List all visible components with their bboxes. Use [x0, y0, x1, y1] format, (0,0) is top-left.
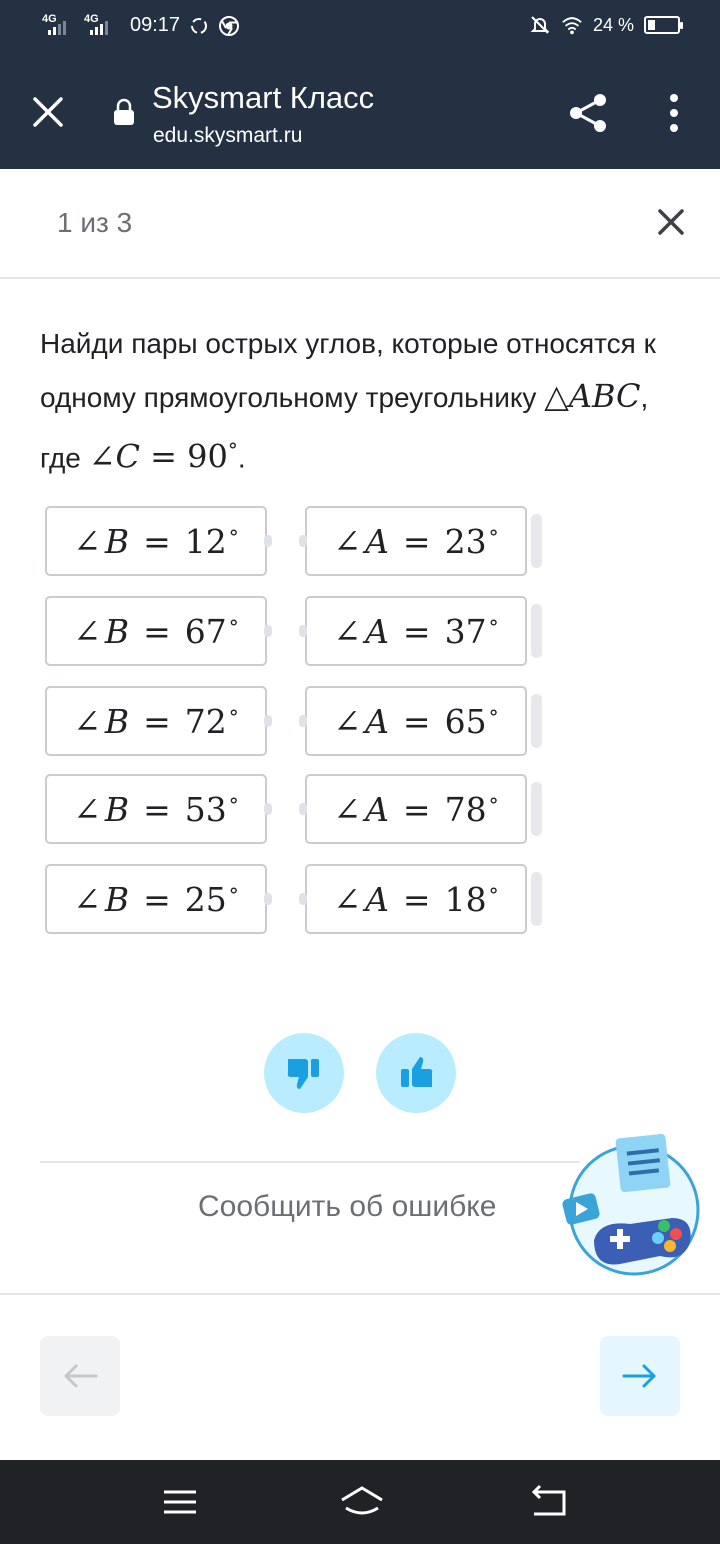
- triangle-symbol: △: [544, 377, 569, 415]
- status-bar: [0, 0, 720, 58]
- angle-variable: A: [365, 701, 389, 741]
- angle-variable: A: [365, 789, 389, 829]
- drag-handle[interactable]: [531, 604, 542, 658]
- lock-icon: [112, 98, 136, 126]
- connector-dot: [299, 625, 307, 637]
- divider: [40, 1161, 580, 1163]
- angle-symbol: ∠: [333, 701, 362, 741]
- browser-app-bar: [0, 58, 720, 169]
- connector-dot: [299, 803, 307, 815]
- back-icon[interactable]: [528, 1484, 568, 1520]
- games-mascot-icon[interactable]: [560, 1132, 704, 1278]
- connector-dot: [264, 625, 272, 637]
- question-counter: 1 из 3: [57, 207, 133, 238]
- connector-dot: [264, 893, 272, 905]
- angle-value: 90: [187, 437, 228, 476]
- equals-symbol: =: [143, 611, 171, 651]
- angle-variable: B: [104, 879, 130, 919]
- thumbs-up-icon: [396, 1053, 436, 1093]
- triangle-name: ABC: [568, 377, 641, 415]
- right-angle-tile[interactable]: [305, 506, 527, 576]
- angle-value: 25: [184, 879, 227, 919]
- angle-variable: B: [104, 521, 130, 561]
- report-error-link[interactable]: Сообщить об ошибке: [198, 1190, 497, 1223]
- degree-symbol: °: [488, 883, 499, 907]
- right-angle-tile[interactable]: [305, 864, 527, 934]
- network-type-label-2: 4G: [84, 12, 99, 25]
- wifi-icon: [561, 14, 583, 36]
- angle-variable: B: [104, 611, 130, 651]
- angle-symbol: ∠: [333, 521, 362, 561]
- connector-dot: [299, 715, 307, 727]
- degree-symbol: °: [488, 793, 499, 817]
- equals-symbol: =: [143, 789, 171, 829]
- connector-dot: [264, 715, 272, 727]
- next-button[interactable]: [600, 1336, 680, 1416]
- equals-symbol: =: [143, 521, 171, 561]
- right-angle-tile[interactable]: [305, 686, 527, 756]
- degree-symbol: °: [228, 525, 239, 549]
- angle-symbol: ∠: [88, 437, 116, 476]
- equals-symbol: =: [402, 521, 431, 561]
- angle-value: 37: [444, 611, 487, 651]
- more-vert-icon[interactable]: [660, 92, 688, 134]
- angle-variable: B: [104, 789, 130, 829]
- equals-symbol: =: [139, 437, 188, 476]
- angle-value: 23: [444, 521, 487, 561]
- close-icon[interactable]: [30, 94, 66, 130]
- question-text-part: .: [237, 442, 246, 474]
- angle-value: 72: [184, 701, 227, 741]
- battery-percent: 24 %: [592, 14, 634, 35]
- equals-symbol: =: [143, 701, 171, 741]
- degree-symbol: °: [228, 883, 239, 907]
- left-angle-tile[interactable]: [45, 686, 267, 756]
- dislike-button[interactable]: [264, 1033, 344, 1113]
- drag-handle[interactable]: [531, 872, 542, 926]
- degree-symbol: °: [488, 705, 499, 729]
- arrow-right-icon: [622, 1362, 658, 1390]
- connector-dot: [299, 893, 307, 905]
- drag-handle[interactable]: [531, 694, 542, 748]
- angle-variable: A: [365, 611, 389, 651]
- angle-value: 18: [444, 879, 487, 919]
- angle-variable: C: [115, 437, 140, 476]
- degree-symbol: °: [488, 525, 499, 549]
- degree-symbol: °: [228, 705, 239, 729]
- prev-button[interactable]: [40, 1336, 120, 1416]
- menu-icon[interactable]: [160, 1484, 200, 1520]
- left-angle-tile[interactable]: [45, 506, 267, 576]
- left-angle-tile[interactable]: [45, 774, 267, 844]
- clock: 09:17: [130, 14, 181, 36]
- degree-symbol: °: [228, 793, 239, 817]
- angle-symbol: ∠: [73, 701, 101, 741]
- connector-dot: [264, 803, 272, 815]
- battery-icon: [644, 16, 680, 34]
- home-icon[interactable]: [338, 1484, 386, 1520]
- divider: [0, 1293, 720, 1295]
- chrome-icon: [218, 15, 240, 37]
- degree-symbol: °: [488, 615, 499, 639]
- question-text: [40, 318, 680, 484]
- angle-value: 12: [184, 521, 227, 561]
- arrow-left-icon: [62, 1362, 98, 1390]
- angle-value: 53: [184, 789, 227, 829]
- angle-value: 67: [184, 611, 227, 651]
- equals-symbol: =: [402, 701, 431, 741]
- question-text-part: , где: [40, 382, 649, 474]
- connector-dot: [299, 535, 307, 547]
- drag-handle[interactable]: [531, 514, 542, 568]
- network-type-label: 4G: [42, 12, 57, 25]
- page-url[interactable]: edu.skysmart.ru: [153, 124, 303, 147]
- angle-value: 65: [444, 701, 487, 741]
- angle-symbol: ∠: [333, 789, 362, 829]
- question-text-part: Найди пары острых углов, которые относятся к одному прямоугольному треугольнику: [40, 328, 656, 413]
- degree-symbol: °: [227, 438, 238, 462]
- left-angle-tile[interactable]: [45, 864, 267, 934]
- angle-symbol: ∠: [333, 611, 362, 651]
- system-navigation-bar: [0, 1460, 720, 1544]
- like-button[interactable]: [376, 1033, 456, 1113]
- angle-symbol: ∠: [333, 879, 362, 919]
- drag-handle[interactable]: [531, 782, 542, 836]
- quiz-header: [0, 169, 720, 279]
- sync-icon: [188, 15, 210, 37]
- left-angle-tile[interactable]: [45, 596, 267, 666]
- signal-icon-2: [84, 12, 118, 37]
- equals-symbol: =: [402, 789, 431, 829]
- right-angle-tile[interactable]: [305, 774, 527, 844]
- equals-symbol: =: [402, 879, 431, 919]
- signal-icon: [42, 12, 76, 37]
- page-title: Skysmart Класс: [152, 80, 375, 115]
- thumbs-down-icon: [284, 1053, 324, 1093]
- mute-icon: [529, 14, 551, 36]
- degree-symbol: °: [228, 615, 239, 639]
- equals-symbol: =: [402, 611, 431, 651]
- right-angle-tile[interactable]: [305, 596, 527, 666]
- angle-variable: A: [365, 879, 389, 919]
- angle-variable: B: [104, 701, 130, 741]
- angle-symbol: ∠: [73, 789, 101, 829]
- angle-symbol: ∠: [73, 611, 101, 651]
- angle-symbol: ∠: [73, 521, 101, 561]
- angle-variable: A: [365, 521, 389, 561]
- angle-symbol: ∠: [73, 879, 101, 919]
- equals-symbol: =: [143, 879, 171, 919]
- connector-dot: [264, 535, 272, 547]
- close-quiz-icon[interactable]: [656, 207, 686, 237]
- angle-value: 78: [444, 789, 487, 829]
- share-icon[interactable]: [568, 92, 608, 134]
